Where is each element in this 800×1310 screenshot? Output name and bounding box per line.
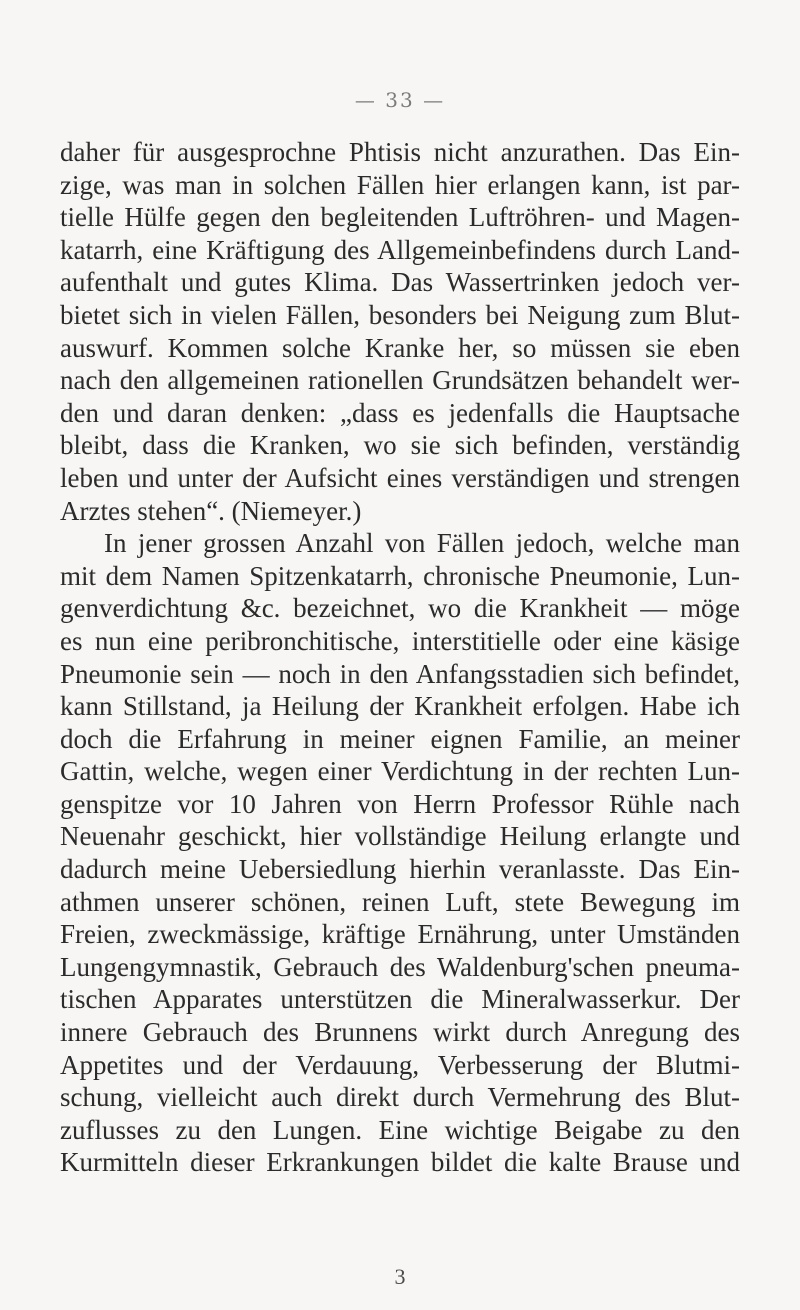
text-line: zuflusses zu den Lungen. Eine wichtige Beigabe zu den — [60, 1114, 740, 1145]
text-line: es nun eine peribronchitische, interstitielle oder eine käsige — [60, 625, 740, 656]
text-line: tischen Apparates unterstützen die Mineralwasserkur. Der — [60, 984, 740, 1015]
text-line: Appetites und der Verdauung, Verbesserung der Blutmi- — [60, 1049, 740, 1080]
text-line: innere Gebrauch des Brunnens wirkt durch Anregung des — [60, 1017, 740, 1048]
text-line: In jener grossen Anzahl von Fällen jedoch, welche man — [104, 528, 740, 559]
text-line: doch die Erfahrung in meiner eignen Familie, an meiner — [60, 723, 740, 754]
text-line: genverdichtung &c. bezeichnet, wo die Krankheit — möge — [60, 593, 740, 624]
text-line: auswurf. Kommen solche Kranke her, so müssen sie eben — [60, 332, 740, 363]
text-line: genspitze vor 10 Jahren von Herrn Professor Rühle nach — [60, 788, 740, 819]
text-line: Neuenahr geschickt, hier vollständige Heilung erlangte und — [60, 821, 740, 852]
body-text — [60, 136, 740, 1179]
text-line: dadurch meine Uebersiedlung hierhin veranlasste. Das Ein- — [60, 854, 740, 885]
text-line: den und daran denken: „dass es jedenfalls die Hauptsache — [60, 397, 740, 428]
signature-mark: 3 — [394, 1264, 406, 1289]
text-line: katarrh, eine Kräftigung des Allgemeinbefindens durch Land- — [60, 234, 740, 265]
text-line: Gattin, welche, wegen einer Verdichtung in der rechten Lun- — [60, 756, 740, 787]
text-line: kann Stillstand, ja Heilung der Krankheit erfolgen. Habe ich — [60, 691, 740, 722]
text-line: Freien, zweckmässige, kräftige Ernährung, unter Umständen — [60, 919, 740, 950]
text-line: Pneumonie sein — noch in den Anfangsstadien sich befindet, — [60, 658, 740, 689]
text-line: athmen unserer schönen, reinen Luft, stete Bewegung im — [60, 886, 740, 917]
text-line: bleibt, dass die Kranken, wo sie sich befinden, verständig — [60, 430, 740, 461]
text-line: tielle Hülfe gegen den begleitenden Luftröhren- und Magen- — [60, 202, 740, 233]
text-line: leben und unter der Aufsicht eines verständigen und strengen — [60, 462, 740, 493]
text-line: daher für ausgesprochne Phtisis nicht anzurathen. Das Ein- — [60, 137, 740, 167]
text-line: schung, vielleicht auch direkt durch Vermehrung des Blut- — [60, 1082, 740, 1113]
text-line: mit dem Namen Spitzenkatarrh, chronische Pneumonie, Lun- — [60, 560, 740, 591]
text-line: aufenthalt und gutes Klima. Das Wassertrinken jedoch ver- — [60, 267, 740, 298]
text-line: zige, was man in solchen Fällen hier erlangen kann, ist par- — [60, 169, 740, 200]
text-line: bietet sich in vielen Fällen, besonders bei Neigung zum Blut- — [60, 299, 740, 330]
text-line: Lungengymnastik, Gebrauch des Waldenburg'schen pneuma- — [60, 951, 740, 982]
text-line: nach den allgemeinen rationellen Grundsätzen behandelt wer- — [60, 365, 740, 396]
page-number-header: — 33 — — [354, 88, 446, 112]
text-line: Kurmitteln dieser Erkrankungen bildet die kalte Brause und — [60, 1147, 740, 1178]
text-line: Arztes stehen“. (Niemeyer.) — [60, 495, 362, 526]
